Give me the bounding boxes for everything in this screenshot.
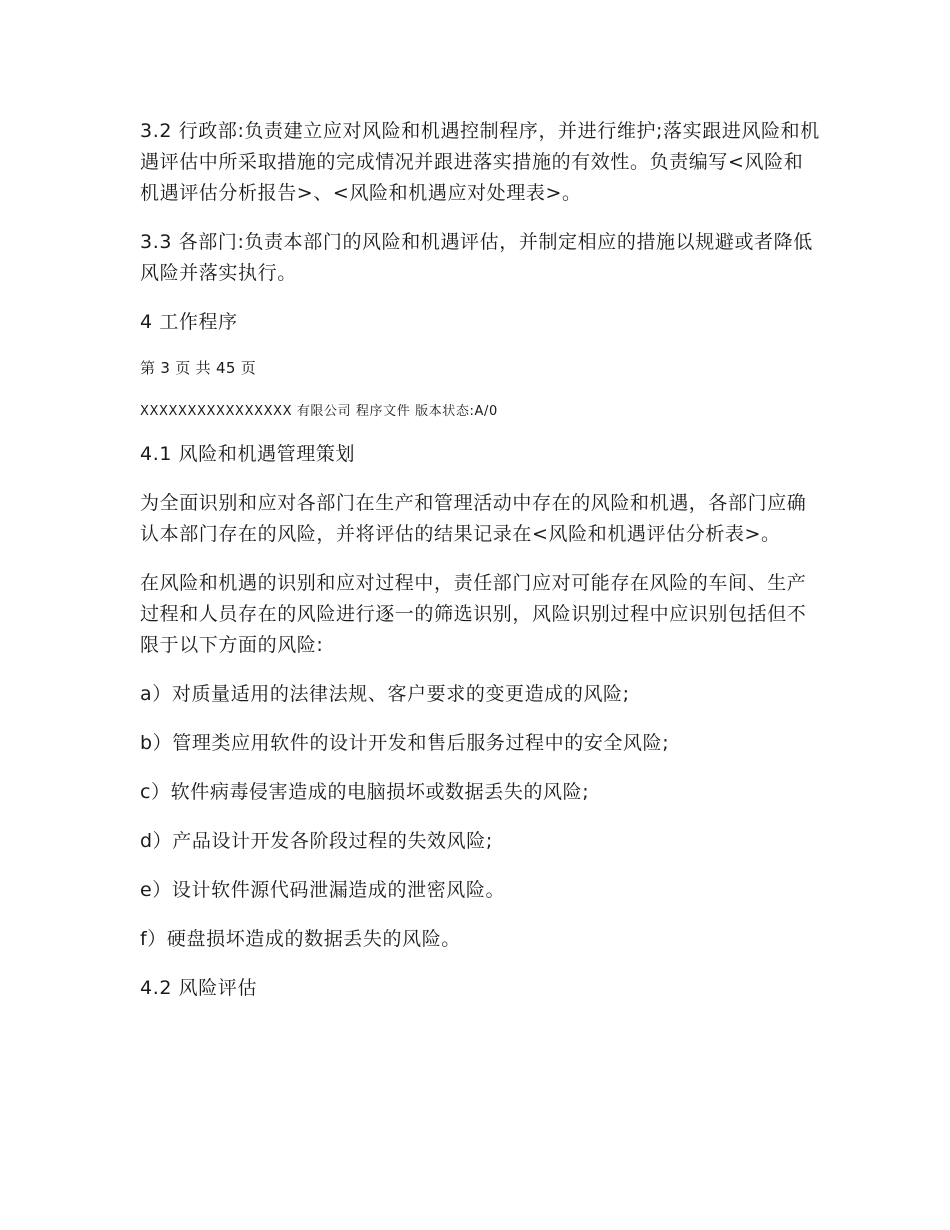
page-header: XXXXXXXXXXXXXXXX 有限公司 程序文件 版本状态:A/0 [140, 404, 498, 419]
section-4-2-heading: 4.2 风险评估 [140, 977, 258, 999]
list-item: a）对质量适用的法律法规、客户要求的变更造成的风险; [140, 683, 630, 705]
section-4-1-heading: 4.1 风险和机遇管理策划 [140, 443, 356, 465]
section-3-2-paragraph: 3.2 行政部:负责建立应对风险和机遇控制程序，并进行维护;落实跟进风险和机遇评估中所采取措施的完成情况并跟进落实措施的有效性。负责编写<风险和机遇评估分析报告>、<风险和机遇应对处理表>。 [140, 120, 820, 204]
section-3-3-paragraph: 3.3 各部门:负责本部门的风险和机遇评估，并制定相应的措施以规避或者降低风险并落实执行。 [140, 231, 813, 284]
list-item: d）产品设计开发各阶段过程的失效风险; [140, 830, 493, 852]
section-4-heading: 4 工作程序 [140, 311, 238, 333]
page-content [140, 116, 820, 1022]
list-item: b）管理类应用软件的设计开发和售后服务过程中的安全风险; [140, 732, 670, 754]
paragraph-risk-identification-process: 在风险和机遇的识别和应对过程中，责任部门应对可能存在风险的车间、生产过程和人员存在的风险进行逐一的筛选识别，风险识别过程中应识别包括但不限于以下方面的风险: [140, 572, 807, 656]
paragraph-risk-identification-scope: 为全面识别和应对各部门在生产和管理活动中存在的风险和机遇，各部门应确认本部门存在的风险，并将评估的结果记录在<风险和机遇评估分析表>。 [140, 492, 807, 545]
list-item: f）硬盘损坏造成的数据丢失的风险。 [140, 928, 461, 950]
list-item: e）设计软件源代码泄漏造成的泄密风险。 [140, 879, 506, 901]
risk-list [140, 679, 820, 955]
page-footer: 第 3 页 共 45 页 [140, 359, 257, 377]
list-item: c）软件病毒侵害造成的电脑损坏或数据丢失的风险; [140, 781, 590, 803]
